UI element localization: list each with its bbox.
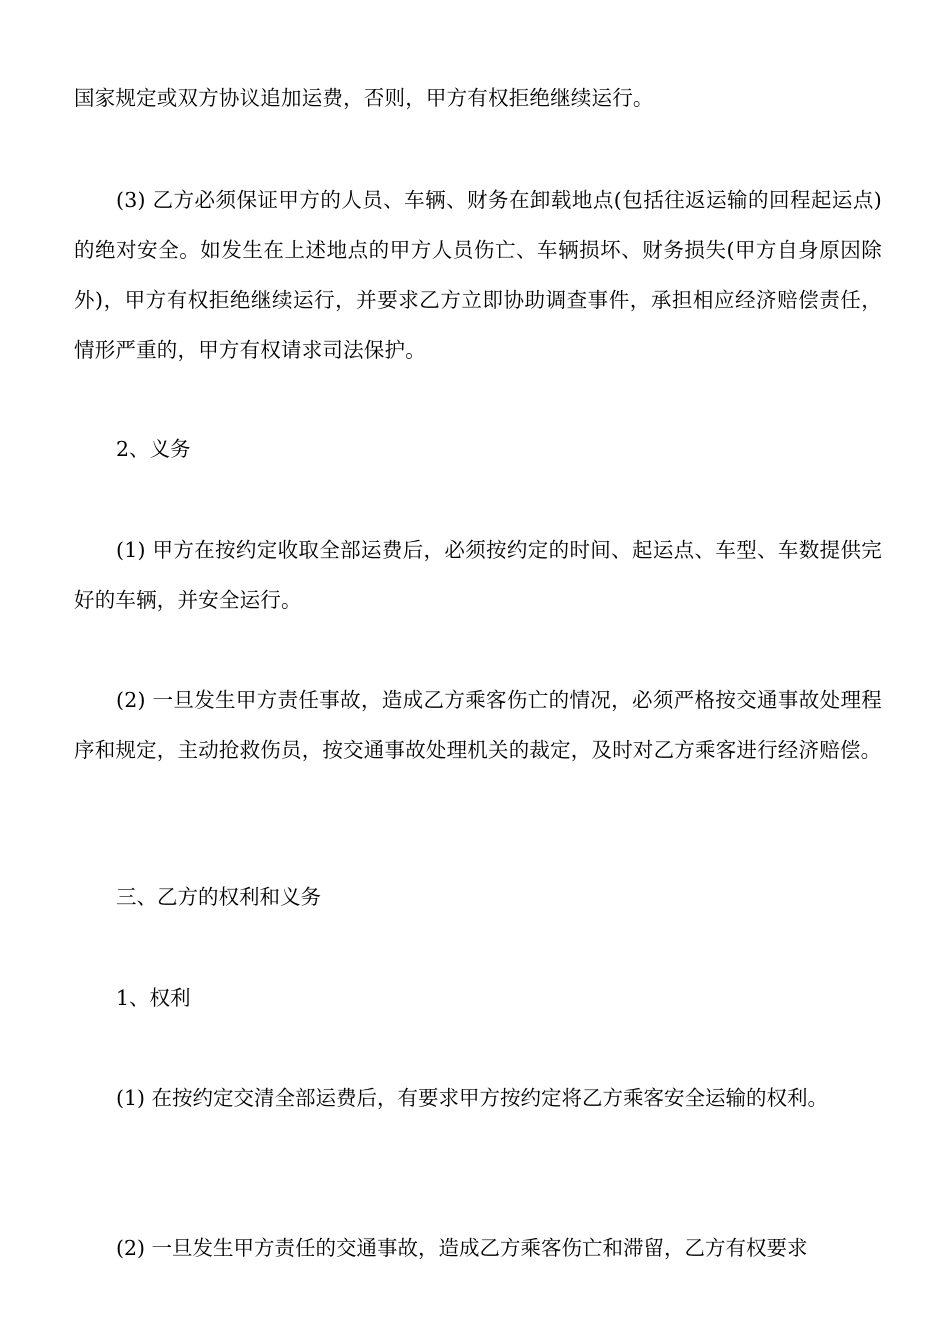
heading-obligations: 2、义务 (116, 437, 191, 461)
heading-rights: 1、权利 (116, 986, 191, 1010)
heading-section-party-b: 三、乙方的权利和义务 (116, 885, 321, 909)
paragraph-obligation-2: (2) 一旦发生甲方责任事故，造成乙方乘客伤亡的情况，必须严格按交通事故处理程序和规定，主动抢救伤员，按交通事故处理机关的裁定，及时对乙方乘客进行经济赔偿。 (74, 688, 882, 762)
paragraph-item-3: (3) 乙方必须保证甲方的人员、车辆、财务在卸载地点(包括往返运输的回程起运点)的绝对安全。如发生在上述地点的甲方人员伤亡、车辆损坏、财务损失(甲方自身原因除外)，甲方有权拒绝继续运行，并要求乙方立即协助调查事件，承担相应经济赔偿责任，情形严重的，甲方有权请求司法保护。 (74, 188, 882, 362)
paragraph-right-2: (2) 一旦发生甲方责任的交通事故，造成乙方乘客伤亡和滞留，乙方有权要求 (116, 1236, 808, 1260)
paragraph-right-1: (1) 在按约定交清全部运费后，有要求甲方按约定将乙方乘客安全运输的权利。 (116, 1086, 829, 1110)
paragraph-continuation: 国家规定或双方协议追加运费，否则，甲方有权拒绝继续运行。 (74, 86, 654, 110)
paragraph-obligation-1: (1) 甲方在按约定收取全部运费后，必须按约定的时间、起运点、车型、车数提供完好的车辆，并安全运行。 (74, 538, 882, 612)
